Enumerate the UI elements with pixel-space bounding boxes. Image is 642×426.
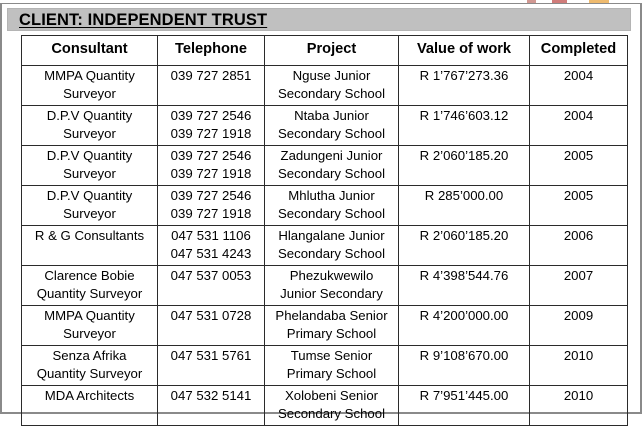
table-cell-telephone [158, 66, 265, 106]
table-cell-value [399, 386, 530, 426]
table-cell-telephone [158, 146, 265, 186]
table-cell-value [399, 66, 530, 106]
column-header-value: Value of work [399, 36, 530, 66]
table-cell-project [265, 386, 399, 426]
cell-line: Secondary School [277, 245, 386, 261]
projects-table-wrapper [21, 35, 627, 426]
table-header-row [22, 36, 628, 66]
table-cell-value [399, 106, 530, 146]
table-cell-completed [530, 146, 628, 186]
cell-line: MMPA Quantity [44, 68, 135, 83]
table-cell-completed [530, 386, 628, 426]
cell-line: 047 531 5761 [170, 348, 252, 363]
cell-line: Secondary School [277, 165, 386, 181]
table-row [22, 106, 628, 146]
cell-line: 2004 [563, 68, 594, 83]
table-cell-consultant [22, 386, 158, 426]
table-row [22, 266, 628, 306]
cell-line: 047 531 1106 [171, 228, 251, 243]
cell-line: 2005 [563, 148, 594, 163]
cell-line: Ntaba Junior [294, 108, 369, 123]
table-cell-telephone [158, 106, 265, 146]
cell-line: R 2’060’185.20 [419, 148, 509, 163]
column-header-project: Project [265, 36, 399, 66]
cell-line: 039 727 2546 [170, 148, 252, 163]
cell-line: Primary School [286, 325, 377, 341]
table-cell-telephone [158, 306, 265, 346]
cell-line: 2010 [563, 388, 594, 403]
cell-line: R 4’398’544.76 [419, 268, 509, 283]
cell-line: Clarence Bobie [44, 268, 135, 283]
cell-line: Surveyor [63, 325, 116, 341]
cell-line: Quantity Surveyor [36, 365, 143, 381]
cell-line: MMPA Quantity [44, 308, 135, 323]
table-cell-consultant [22, 306, 158, 346]
table-cell-project [265, 346, 399, 386]
cell-line: R 9’108’670.00 [419, 348, 509, 363]
cell-line: 047 537 0053 [170, 268, 252, 283]
table-cell-telephone [158, 346, 265, 386]
cell-line: 2006 [563, 228, 594, 243]
cell-line: 039 727 2546 [170, 108, 252, 123]
table-cell-consultant [22, 226, 158, 266]
table-cell-consultant [22, 66, 158, 106]
table-cell-project [265, 226, 399, 266]
table-cell-telephone [158, 386, 265, 426]
table-cell-project [265, 146, 399, 186]
table-cell-value [399, 346, 530, 386]
cell-line: 039 727 1918 [170, 165, 252, 181]
cell-line: Mhlutha Junior [288, 188, 375, 203]
cell-line: Surveyor [63, 205, 116, 221]
cell-line: R 1’746’603.12 [419, 108, 509, 123]
cell-line: 2007 [563, 268, 594, 283]
cell-line: 2004 [563, 108, 594, 123]
table-cell-value [399, 226, 530, 266]
cell-line: R 1’767’273.36 [419, 68, 509, 83]
cell-line: Zadungeni Junior [280, 148, 383, 163]
table-cell-telephone [158, 266, 265, 306]
cell-line: 039 727 2851 [170, 68, 252, 83]
table-cell-value [399, 306, 530, 346]
column-header-completed: Completed [530, 36, 628, 66]
table-cell-consultant [22, 346, 158, 386]
table-cell-consultant [22, 186, 158, 226]
table-row [22, 146, 628, 186]
cell-line: Tumse Senior [290, 348, 373, 363]
cell-line: Junior Secondary [280, 285, 383, 301]
table-row [22, 306, 628, 346]
cell-line: Secondary School [277, 85, 386, 101]
cell-line: Surveyor [63, 165, 116, 181]
projects-table [21, 35, 628, 426]
cell-line: 047 531 0728 [170, 308, 252, 323]
table-cell-completed [530, 106, 628, 146]
cell-line: Primary School [286, 365, 377, 381]
table-cell-completed [530, 266, 628, 306]
table-header [22, 36, 628, 66]
cell-line: 047 532 5141 [170, 388, 252, 403]
cell-line: Surveyor [63, 85, 116, 101]
cell-line: 2010 [563, 348, 594, 363]
table-cell-project [265, 306, 399, 346]
cell-line: R & G Consultants [34, 228, 145, 243]
cell-line: 039 727 1918 [170, 125, 252, 141]
table-row [22, 386, 628, 426]
table-cell-telephone [158, 226, 265, 266]
table-cell-value [399, 146, 530, 186]
table-cell-project [265, 106, 399, 146]
column-header-consultant: Consultant [22, 36, 158, 66]
table-cell-completed [530, 306, 628, 346]
table-cell-consultant [22, 266, 158, 306]
table-row [22, 186, 628, 226]
cell-line: 039 727 1918 [170, 205, 252, 221]
cell-line: Phelandaba Senior [275, 308, 388, 323]
cell-line: Secondary School [277, 205, 386, 221]
cell-line: 039 727 2546 [170, 188, 252, 203]
cell-line: R 285’000.00 [424, 188, 504, 203]
table-cell-consultant [22, 146, 158, 186]
column-header-telephone: Telephone [158, 36, 265, 66]
cell-line: Senza Afrika [52, 348, 127, 363]
table-cell-completed [530, 226, 628, 266]
cell-line: D.P.V Quantity [46, 188, 133, 203]
cell-line: Hlangalane Junior [278, 228, 385, 243]
cell-line: Xolobeni Senior [284, 388, 379, 403]
table-cell-value [399, 266, 530, 306]
page-title: CLIENT: INDEPENDENT TRUST [19, 11, 268, 29]
table-cell-completed [530, 346, 628, 386]
client-title-band [7, 8, 631, 31]
table-cell-project [265, 266, 399, 306]
cell-line: Nguse Junior [292, 68, 371, 83]
table-cell-completed [530, 186, 628, 226]
table-body [22, 66, 628, 426]
cell-line: 2005 [563, 188, 594, 203]
page-frame [0, 3, 642, 421]
table-cell-project [265, 66, 399, 106]
table-row [22, 346, 628, 386]
cell-line: Quantity Surveyor [36, 285, 143, 301]
table-row [22, 66, 628, 106]
table-row [22, 226, 628, 266]
cell-line: D.P.V Quantity [46, 108, 133, 123]
cell-line: Surveyor [63, 125, 116, 141]
table-cell-project [265, 186, 399, 226]
cell-line: 047 531 4243 [170, 245, 252, 261]
cell-line: Phezukwewilo [289, 268, 374, 283]
table-cell-completed [530, 66, 628, 106]
cell-line: Secondary School [277, 405, 386, 421]
table-cell-consultant [22, 106, 158, 146]
cell-line: 2009 [563, 308, 594, 323]
cell-line: Secondary School [277, 125, 386, 141]
table-cell-value [399, 186, 530, 226]
table-cell-telephone [158, 186, 265, 226]
cell-line: MDA Architects [44, 388, 135, 403]
cell-line: R 2’060’185.20 [419, 228, 509, 243]
cell-line: R 4’200’000.00 [419, 308, 509, 323]
cell-line: R 7’951’445.00 [419, 388, 509, 403]
cell-line: D.P.V Quantity [46, 148, 133, 163]
